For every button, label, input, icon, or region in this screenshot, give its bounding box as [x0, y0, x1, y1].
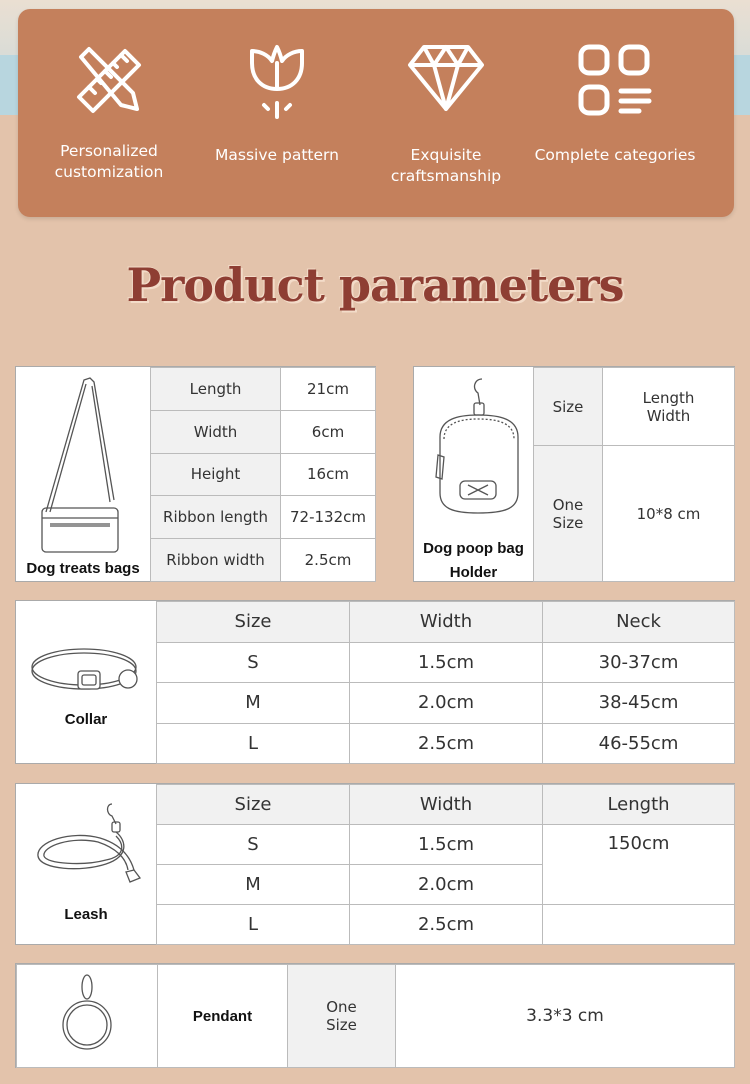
table-row	[151, 410, 376, 453]
tulip-icon	[242, 43, 312, 121]
table-row	[151, 539, 376, 582]
ruler-pencil-icon	[71, 43, 147, 119]
cell: L	[157, 723, 350, 764]
pendant-value: 3.3*3 cm	[396, 965, 735, 1068]
poop-spec-table	[533, 367, 735, 582]
header-cell: Width	[350, 785, 543, 825]
collar-card	[15, 600, 735, 764]
pendant-card	[15, 963, 735, 1068]
spec-value: 2.5cm	[281, 539, 376, 582]
cell: L	[157, 905, 350, 945]
empty-cell	[543, 905, 735, 945]
table-row	[534, 446, 735, 582]
grid-list-icon	[577, 43, 653, 119]
leash-caption: Leash	[64, 906, 108, 923]
table-row	[17, 965, 735, 1068]
leash-card	[15, 783, 735, 945]
collar-caption: Collar	[64, 711, 108, 728]
header-cell: Size	[157, 785, 350, 825]
page-title: Product parameters	[126, 258, 624, 312]
cell: M	[157, 865, 350, 905]
feature-categories	[530, 9, 700, 217]
cell: 30-37cm	[543, 642, 735, 683]
feature-banner	[18, 9, 734, 217]
poop-caption: Dog poop bag Holder	[423, 540, 524, 581]
feature-label: Complete categories	[534, 146, 696, 164]
spec-label: Height	[151, 453, 281, 496]
feature-label: Personalized customization	[54, 142, 164, 181]
leash-size-table	[156, 784, 735, 945]
table-row	[157, 683, 735, 724]
cell: 2.5cm	[350, 905, 543, 945]
spec-value: Length Width	[603, 368, 735, 446]
header-cell: Length	[543, 785, 735, 825]
spec-label: One Size	[534, 446, 603, 582]
table-row	[151, 453, 376, 496]
cell: 46-55cm	[543, 723, 735, 764]
feature-pattern	[192, 9, 362, 217]
cell: 2.0cm	[350, 865, 543, 905]
collar-illustration	[28, 641, 146, 701]
treats-caption: Dog treats bags	[26, 560, 140, 577]
table-row	[157, 602, 735, 643]
poop-bag-card	[413, 366, 735, 582]
table-row	[151, 368, 376, 411]
poop-bag-illustration	[428, 375, 528, 523]
cell: 1.5cm	[350, 642, 543, 683]
feature-craftsmanship	[361, 9, 531, 217]
cell: S	[157, 825, 350, 865]
treats-bag-card	[15, 366, 376, 582]
diamond-icon	[406, 43, 486, 113]
table-row	[157, 723, 735, 764]
feature-label: Exquisite craftsmanship	[390, 146, 502, 185]
table-row	[151, 496, 376, 539]
spec-value: 10*8 cm	[603, 446, 735, 582]
cell: M	[157, 683, 350, 724]
pendant-illustration-cell	[17, 965, 158, 1068]
feature-customization	[24, 9, 194, 217]
table-row	[157, 825, 735, 865]
table-row	[157, 905, 735, 945]
header-cell: Size	[157, 602, 350, 643]
spec-value: 16cm	[281, 453, 376, 496]
table-row	[157, 785, 735, 825]
treats-spec-table	[150, 367, 376, 582]
feature-label: Massive pattern	[215, 146, 339, 164]
spec-label: Ribbon width	[151, 539, 281, 582]
spec-value: 6cm	[281, 410, 376, 453]
header-cell: Width	[350, 602, 543, 643]
table-row	[157, 642, 735, 683]
pendant-illustration	[57, 969, 117, 1059]
cell: 2.5cm	[350, 723, 543, 764]
spec-label: Size	[534, 368, 603, 446]
pendant-label: Pendant	[158, 965, 288, 1068]
spec-value: 21cm	[281, 368, 376, 411]
pendant-spec-table	[16, 964, 735, 1068]
length-cell: 150cm	[543, 825, 735, 905]
cell: 2.0cm	[350, 683, 543, 724]
collar-size-table	[156, 601, 735, 764]
header-cell: Neck	[543, 602, 735, 643]
spec-label: Ribbon length	[151, 496, 281, 539]
cell: S	[157, 642, 350, 683]
cell: 38-45cm	[543, 683, 735, 724]
spec-value: 72-132cm	[281, 496, 376, 539]
pendant-size: One Size	[288, 965, 396, 1068]
cell: 1.5cm	[350, 825, 543, 865]
spec-label: Length	[151, 368, 281, 411]
leash-illustration	[30, 800, 150, 890]
table-row	[534, 368, 735, 446]
treats-bag-illustration	[36, 372, 141, 557]
spec-label: Width	[151, 410, 281, 453]
